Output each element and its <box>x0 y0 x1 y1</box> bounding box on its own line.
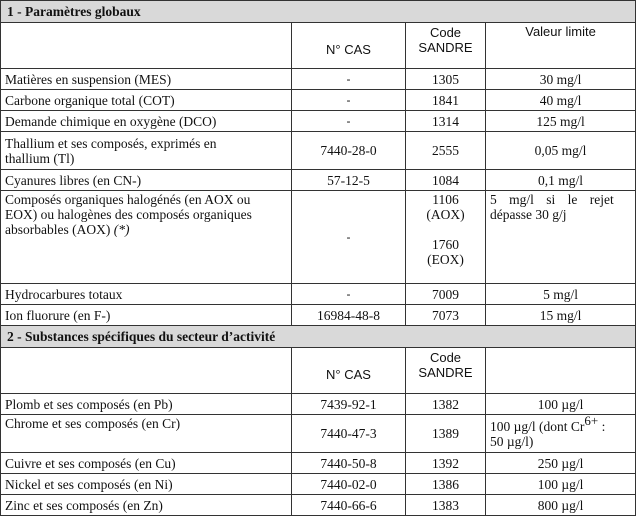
header-code <box>406 23 486 69</box>
sandre-code-aox: 1106 <box>432 192 459 207</box>
substance-name <box>1 132 292 170</box>
limit-value: 15 mg/l <box>486 305 636 326</box>
sandre-code: 7073 <box>406 305 486 326</box>
header-code <box>406 348 486 394</box>
substance-name: Zinc et ses composés (en Zn) <box>1 495 292 516</box>
table-row <box>1 170 636 191</box>
cas-number: - <box>292 69 406 90</box>
sandre-code: 1084 <box>406 170 486 191</box>
limit-value-line2: dépasse 30 g/j <box>490 207 567 222</box>
limit-value <box>486 191 636 284</box>
substance-name: Cuivre et ses composés (en Cu) <box>1 453 292 474</box>
cas-number: - <box>292 191 406 284</box>
sandre-code: 1389 <box>406 415 486 453</box>
limit-value <box>486 415 636 453</box>
table-row <box>1 305 636 326</box>
sandre-code-eox-label: (EOX) <box>427 252 464 267</box>
limit-value: 0,05 mg/l <box>486 132 636 170</box>
sandre-code: 1314 <box>406 111 486 132</box>
cas-number: 16984-48-8 <box>292 305 406 326</box>
limit-value-line1 <box>490 414 631 434</box>
cas-number: 7440-66-6 <box>292 495 406 516</box>
table-row <box>1 111 636 132</box>
substance-name-line3-text: absorbables (AOX) <box>5 222 111 237</box>
sandre-code: 1383 <box>406 495 486 516</box>
section-header-row <box>1 326 636 348</box>
limit-value: 100 µg/l <box>486 474 636 495</box>
table-row <box>1 191 636 284</box>
substance-name: Carbone organique total (COT) <box>1 90 292 111</box>
table-row <box>1 132 636 170</box>
substance-name: Chrome et ses composés (en Cr) <box>1 415 292 453</box>
sandre-code: 7009 <box>406 284 486 305</box>
limit-value: 100 µg/l <box>486 394 636 415</box>
sandre-code: 1382 <box>406 394 486 415</box>
substance-name: Matières en suspension (MES) <box>1 69 292 90</box>
substance-name: Nickel et ses composés (en Ni) <box>1 474 292 495</box>
sandre-code: 1392 <box>406 453 486 474</box>
table-row <box>1 495 636 516</box>
substance-name: Cyanures libres (en CN-) <box>1 170 292 191</box>
table-row <box>1 474 636 495</box>
table-row <box>1 90 636 111</box>
limit-value: 5 mg/l <box>486 284 636 305</box>
limit-value-line2: 50 µg/l) <box>490 433 534 449</box>
substance-name-line1: Composés organiques halogénés (en AOX ou <box>5 192 251 207</box>
table-row <box>1 69 636 90</box>
section-header-row <box>1 1 636 23</box>
table-row <box>1 394 636 415</box>
header-code-line2: SANDRE <box>418 365 473 380</box>
substance-name: Hydrocarbures totaux <box>1 284 292 305</box>
limit-value: 40 mg/l <box>486 90 636 111</box>
sandre-code: 2555 <box>406 132 486 170</box>
cas-number: 7440-50-8 <box>292 453 406 474</box>
header-limit <box>486 348 636 394</box>
sandre-code: 1386 <box>406 474 486 495</box>
substance-name: Demande chimique en oxygène (DCO) <box>1 111 292 132</box>
cas-number: 7440-47-3 <box>292 415 406 453</box>
sandre-code: 1841 <box>406 90 486 111</box>
sandre-code: 1305 <box>406 69 486 90</box>
substance-name-line2: thallium (Tl) <box>5 150 75 166</box>
sandre-code <box>406 191 486 284</box>
substance-name-line3 <box>5 222 287 237</box>
limit-value: 30 mg/l <box>486 69 636 90</box>
header-code-line1: Code <box>429 350 462 365</box>
cas-number: 7440-28-0 <box>292 132 406 170</box>
substance-name <box>1 191 292 284</box>
header-cas: N° CAS <box>292 348 406 394</box>
header-code-line2: SANDRE <box>418 40 473 55</box>
sandre-code-aox-label: (AOX) <box>426 207 465 222</box>
header-code-line1: Code <box>429 25 462 40</box>
table-row <box>1 415 636 453</box>
section-2-title: 2 - Substances spécifiques du secteur d’activité <box>1 326 636 348</box>
limit-value: 800 µg/l <box>486 495 636 516</box>
footnote-marker: (*) <box>113 222 130 237</box>
section-1-title: 1 - Paramètres globaux <box>1 1 636 23</box>
header-substance <box>1 23 292 69</box>
limit-superscript: 6+ <box>584 414 599 428</box>
cas-number: - <box>292 284 406 305</box>
limit-value: 125 mg/l <box>486 111 636 132</box>
substance-name: Ion fluorure (en F-) <box>1 305 292 326</box>
table-row <box>1 453 636 474</box>
substance-name-line1: Thallium et ses composés, exprimés en <box>5 135 217 151</box>
substance-name-line2: EOX) ou halogènes des composés organiques <box>5 207 252 222</box>
limit-value-line1-end: : <box>598 418 606 434</box>
table-row <box>1 284 636 305</box>
limit-value: 0,1 mg/l <box>486 170 636 191</box>
limit-value-line1: 5 mg/l si le rejet <box>490 192 614 207</box>
header-substance <box>1 348 292 394</box>
header-cas: N° CAS <box>292 23 406 69</box>
cas-number: 7440-02-0 <box>292 474 406 495</box>
column-header-row <box>1 23 636 69</box>
cas-number: - <box>292 111 406 132</box>
sandre-code-eox: 1760 <box>432 237 459 252</box>
cas-number: 57-12-5 <box>292 170 406 191</box>
cas-number: - <box>292 90 406 111</box>
header-limit: Valeur limite <box>486 23 636 69</box>
column-header-row <box>1 348 636 394</box>
limit-value-line1-text: 100 µg/l (dont Cr <box>490 418 585 434</box>
substance-name: Plomb et ses composés (en Pb) <box>1 394 292 415</box>
limit-value: 250 µg/l <box>486 453 636 474</box>
cas-number: 7439-92-1 <box>292 394 406 415</box>
